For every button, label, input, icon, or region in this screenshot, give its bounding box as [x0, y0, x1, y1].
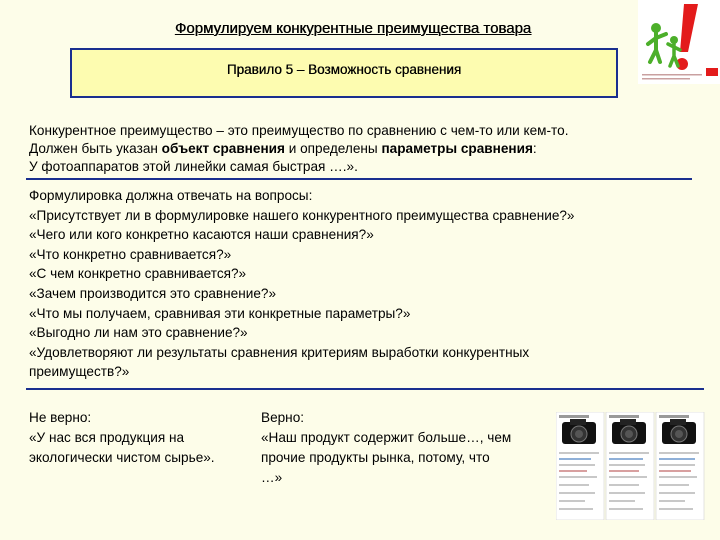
- wrong-example: [29, 408, 215, 468]
- questions-block: [29, 186, 575, 382]
- comparison-params-bold: параметры сравнения: [381, 141, 533, 156]
- question-item: «Что мы получаем, сравнивая эти конкретные параметры?»: [29, 305, 411, 321]
- question-item: «Присутствует ли в формулировке нашего конкурентного преимущества сравнение?»: [29, 207, 575, 223]
- rule-text: Правило 5 – Возможность сравнения: [226, 62, 462, 77]
- definition-line-3: У фотоаппаратов этой линейки самая быстрая ….».: [29, 159, 358, 174]
- wrong-line: экологически чистом сырье».: [29, 450, 215, 465]
- separator-1: [26, 178, 692, 180]
- right-line: …»: [261, 470, 283, 485]
- definition-block: [29, 122, 568, 176]
- slide-title: Формулируем конкурентные преимущества товара: [174, 20, 532, 37]
- wrong-line: «У нас вся продукция на: [29, 430, 185, 445]
- camera-card-1: [556, 412, 604, 520]
- wrong-heading: Не верно:: [29, 410, 92, 425]
- question-item: преимуществ?»: [29, 364, 130, 380]
- definition-line-2: [29, 140, 568, 158]
- camera-card-3: [656, 412, 704, 520]
- question-item: «Чего или кого конкретно касаются наши сравнения?»: [29, 227, 374, 243]
- question-item: «Что конкретно сравнивается?»: [29, 246, 232, 262]
- camera-comparison-image: [556, 412, 706, 520]
- question-item: «Зачем производится это сравнение?»: [29, 285, 277, 301]
- definition-line-2-pre: Должен быть указан: [29, 141, 162, 156]
- camera-card-2: [606, 412, 654, 520]
- definition-line-1: Конкурентное преимущество – это преимущество по сравнению с чем-то или кем-то.: [29, 123, 569, 138]
- definition-line-2-post: :: [532, 141, 537, 156]
- right-example: [261, 408, 511, 488]
- question-item: «Удовлетворяют ли результаты сравнения критериям выработки конкурентных: [29, 344, 530, 360]
- definition-line-2-mid: и определены: [284, 141, 382, 156]
- questions-intro: Формулировка должна отвечать на вопросы:: [29, 188, 313, 203]
- question-item: «Выгодно ли нам это сравнение?»: [29, 325, 248, 341]
- question-item: «С чем конкретно сравнивается?»: [29, 266, 247, 282]
- right-line: прочие продукты рынка, потому, что: [261, 450, 490, 465]
- right-line: «Наш продукт содержит больше…, чем: [261, 430, 512, 445]
- rule-box: [70, 48, 618, 98]
- separator-2: [26, 388, 704, 390]
- comparison-object-bold: объект сравнения: [161, 141, 285, 156]
- right-heading: Верно:: [261, 410, 305, 425]
- figures-exclamation-logo-icon: [638, 0, 720, 84]
